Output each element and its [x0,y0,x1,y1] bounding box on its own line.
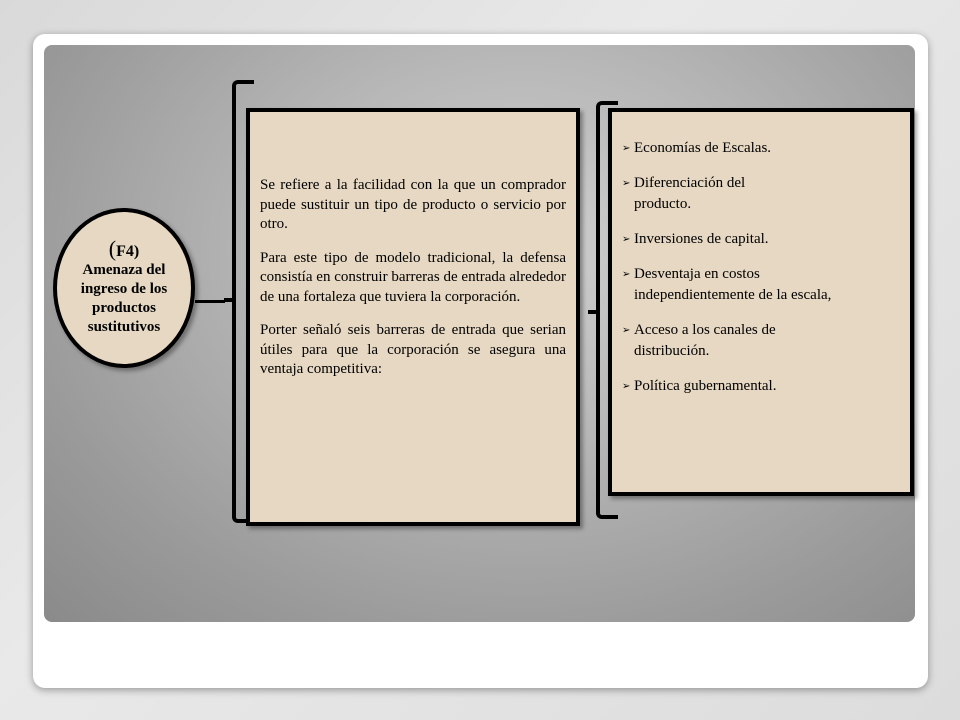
arrow-bullet-icon: ➢ [622,269,631,280]
description-box [246,108,580,526]
list-item: ➢ Diferenciación del producto. [622,173,902,215]
barriers-list-box [608,108,914,496]
node-title: Amenaza del ingreso de los productos sustitutivos [80,262,168,335]
list-item: ➢ Acceso a los canales de distribución. [622,320,902,362]
center-node [53,208,195,368]
list-item: ➢ Desventaja en costos independientemente de la escala, [622,264,902,306]
node-code: (F4) [108,236,140,261]
connector-line [195,300,225,303]
arrow-bullet-icon: ➢ [622,234,631,245]
list-item: ➢ Inversiones de capital. [622,229,902,250]
description-paragraph-2: Para este tipo de modelo tradicional, la defensa consistía en construir barreras de entrada alrededor de una fortaleza que tuviera la corporación. [260,249,566,305]
arrow-bullet-icon: ➢ [622,381,631,392]
arrow-bullet-icon: ➢ [622,325,631,336]
description-paragraph-3: Porter señaló seis barreras de entrada que serian útiles para que la corporación se asegura una ventaja competitiva: [260,322,566,377]
list-item: ➢ Economías de Escalas. [622,138,902,159]
list-item: ➢ Política gubernamental. [622,376,902,397]
description-paragraph-1: Se refiere a la facilidad con la que un comprador puede sustituir un tipo de producto o servicio por otro. [260,177,566,232]
arrow-bullet-icon: ➢ [622,143,631,154]
arrow-bullet-icon: ➢ [622,178,631,189]
